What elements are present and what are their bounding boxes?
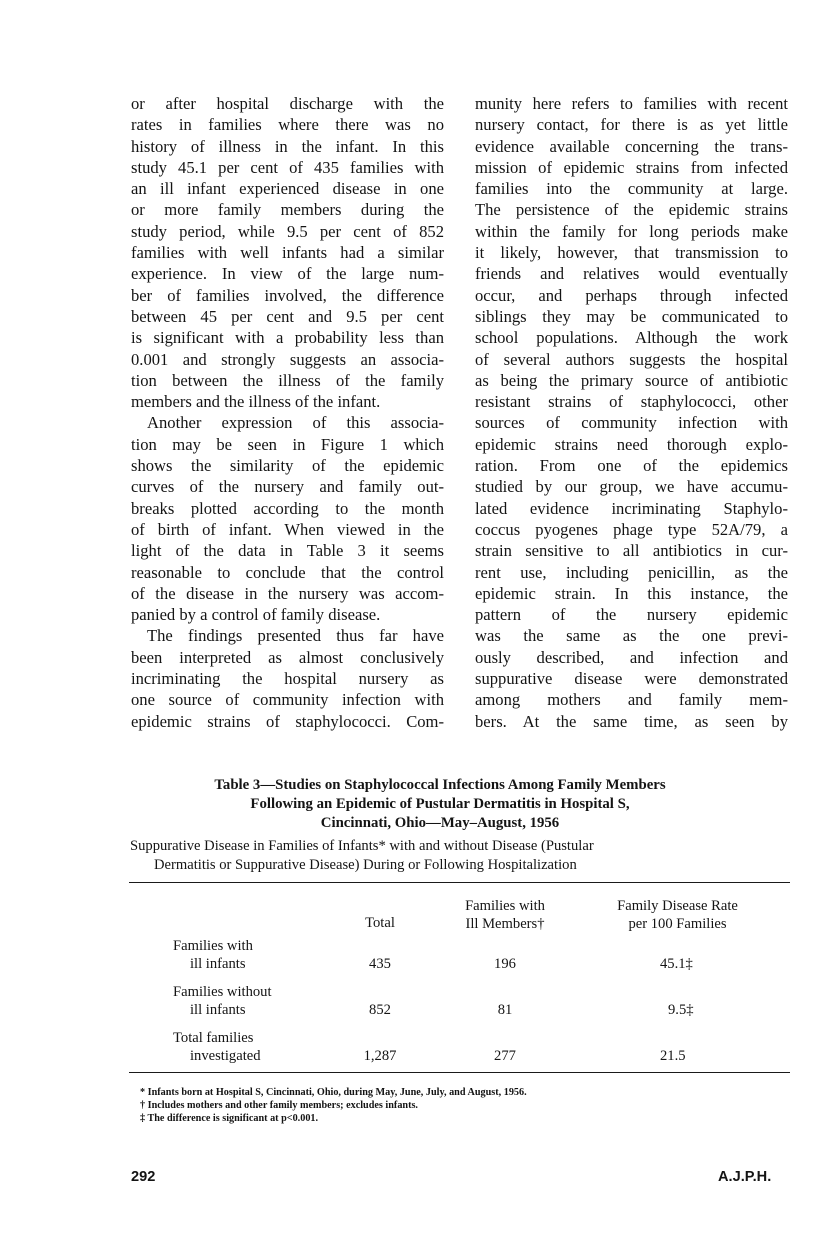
cell-rate: 45.1‡	[660, 956, 693, 972]
text-line: was the same as the one previ-	[475, 626, 788, 646]
text-line: bers. At the same time, as seen by	[475, 711, 788, 731]
text-line: families into the community at large.	[475, 179, 788, 199]
text-line: occur, and perhaps through infected	[475, 285, 788, 305]
table-title-line: Following an Epidemic of Pustular Dermatitis in Hospital S,	[250, 796, 630, 812]
text-line: strain sensitive to all antibiotics in cur-	[475, 541, 788, 561]
text-line: incriminating the hospital nursery as	[131, 669, 444, 689]
text-line: history of illness in the infant. In this	[131, 136, 444, 156]
text-line: 0.001 and strongly suggests an associa-	[131, 349, 444, 369]
text-line: evidence available concerning the trans-	[475, 136, 788, 156]
table-top-rule	[129, 882, 790, 883]
table-subtitle	[130, 837, 790, 875]
text-line: tion between the illness of the family	[131, 370, 444, 390]
row-label	[173, 937, 253, 973]
row-label	[173, 983, 272, 1019]
row-label-line: investigated	[190, 1048, 261, 1064]
header-total: Total	[365, 915, 395, 931]
text-line: study 45.1 per cent of 435 families with	[131, 157, 444, 177]
row-label-line: ill infants	[190, 956, 246, 972]
footnote: ‡ The difference is significant at p<0.001.	[140, 1113, 319, 1124]
table-title-line: Cincinnati, Ohio—May–August, 1956	[320, 815, 560, 831]
header-rate-line: per 100 Families	[628, 916, 727, 932]
table-title	[100, 776, 780, 833]
text-line: panied by a control of family disease.	[131, 605, 381, 625]
text-line: between 45 per cent and 9.5 per cent	[131, 306, 444, 326]
text-line: munity here refers to families with recent	[475, 94, 788, 113]
table-title-line: Table 3—Studies on Staphylococcal Infections Among Family Members	[214, 777, 666, 793]
text-line: siblings they may be communicated to	[475, 306, 788, 326]
text-line: epidemic strain. In this instance, the	[475, 583, 788, 603]
text-line: is significant with a probability less than	[131, 328, 444, 348]
text-line: lated evidence incriminating Staphylo-	[475, 498, 788, 518]
journal-abbreviation: A.J.P.H.	[718, 1169, 772, 1185]
right-text-column	[475, 93, 788, 732]
text-line: suppurative disease were demonstrated	[475, 669, 788, 689]
footnote: * Infants born at Hospital S, Cincinnati, Ohio, during May, June, July, and August, 1956.	[140, 1087, 527, 1098]
text-line: or after hospital discharge with the	[131, 94, 444, 113]
row-label-line: Families without	[173, 984, 272, 1000]
left-text-column	[131, 93, 444, 732]
text-line: one source of community infection with	[131, 690, 444, 710]
header-ill-members	[440, 897, 570, 933]
text-line: pattern of the nursery epidemic	[475, 605, 788, 625]
cell-ill-members: 196	[494, 956, 516, 972]
row-label-line: Total families	[173, 1030, 254, 1046]
text-line: school populations. Although the work	[475, 328, 788, 348]
text-line: families with well infants had a similar	[131, 243, 444, 263]
cell-ill-members: 81	[497, 1002, 513, 1018]
text-line: breaks plotted according to the month	[131, 498, 444, 518]
header-rate-line: Family Disease Rate	[617, 898, 738, 914]
row-label-line: ill infants	[190, 1002, 246, 1018]
text-line: of birth of infant. When viewed in the	[131, 519, 444, 539]
text-line: ber of families involved, the difference	[131, 285, 444, 305]
cell-total: 852	[369, 1002, 391, 1018]
text-line: tion may be seen in Figure 1 which	[131, 434, 444, 454]
text-line: light of the data in Table 3 it seems	[131, 541, 444, 561]
footnote: † Includes mothers and other family members; excludes infants.	[140, 1100, 418, 1111]
text-line: ously described, and infection and	[475, 647, 788, 667]
text-line: curves of the nursery and family out-	[131, 477, 444, 497]
table-footnotes	[140, 1086, 527, 1125]
text-line: epidemic strains need thorough explo-	[475, 434, 788, 454]
cell-ill-members: 277	[494, 1048, 516, 1064]
text-line: Another expression of this associa-	[147, 413, 444, 433]
text-line: it likely, however, that transmission to	[475, 243, 788, 263]
text-line: rates in families where there was no	[131, 115, 444, 135]
text-line: epidemic strains of staphylococci. Com-	[131, 711, 444, 731]
cell-rate: 9.5‡	[668, 1002, 694, 1018]
text-line: as being the primary source of antibiotic	[475, 370, 788, 390]
text-line: nursery contact, for there is as yet little	[475, 115, 788, 135]
text-line: mission of epidemic strains from infected	[475, 157, 788, 177]
text-line: of the disease in the nursery was accom-	[131, 583, 444, 603]
table-subtitle-line: Suppurative Disease in Families of Infants* with and without Disease (Pustular	[130, 838, 594, 854]
table-subtitle-line: Dermatitis or Suppurative Disease) During or Following Hospitalization	[154, 857, 577, 873]
page-number: 292	[131, 1169, 156, 1185]
text-line: resistant strains of staphylococci, other	[475, 392, 788, 412]
text-line: ration. From one of the epidemics	[475, 456, 788, 476]
text-line: or more family members during the	[131, 200, 444, 220]
row-label-line: Families with	[173, 938, 253, 954]
text-line: reasonable to conclude that the control	[131, 562, 444, 582]
text-line: rent use, including penicillin, as the	[475, 562, 788, 582]
text-line: studied by our group, we have accumu-	[475, 477, 788, 497]
text-line: experience. In view of the large num-	[131, 264, 444, 284]
row-label	[173, 1029, 261, 1065]
cell-rate: 21.5	[660, 1048, 686, 1064]
text-line: coccus pyogenes phage type 52A/79, a	[475, 519, 788, 539]
text-line: The findings presented thus far have	[147, 626, 444, 646]
text-line: an ill infant experienced disease in one	[131, 179, 444, 199]
text-line: shows the similarity of the epidemic	[131, 456, 444, 476]
text-line: members and the illness of the infant.	[131, 392, 381, 412]
text-line: friends and relatives would eventually	[475, 264, 788, 284]
text-line: of several authors suggests the hospital	[475, 349, 788, 369]
text-line: study period, while 9.5 per cent of 852	[131, 221, 444, 241]
cell-total: 435	[369, 956, 391, 972]
cell-total: 1,287	[363, 1048, 397, 1064]
text-line: among mothers and family mem-	[475, 690, 788, 710]
text-line: within the family for long periods make	[475, 221, 788, 241]
header-rate	[595, 897, 760, 933]
header-ill-members-line: Ill Members†	[465, 916, 545, 932]
text-line: sources of community infection with	[475, 413, 788, 433]
header-ill-members-line: Families with	[465, 898, 545, 914]
text-line: been interpreted as almost conclusively	[131, 647, 444, 667]
table-bottom-rule	[129, 1072, 790, 1073]
text-line: The persistence of the epidemic strains	[475, 200, 788, 220]
